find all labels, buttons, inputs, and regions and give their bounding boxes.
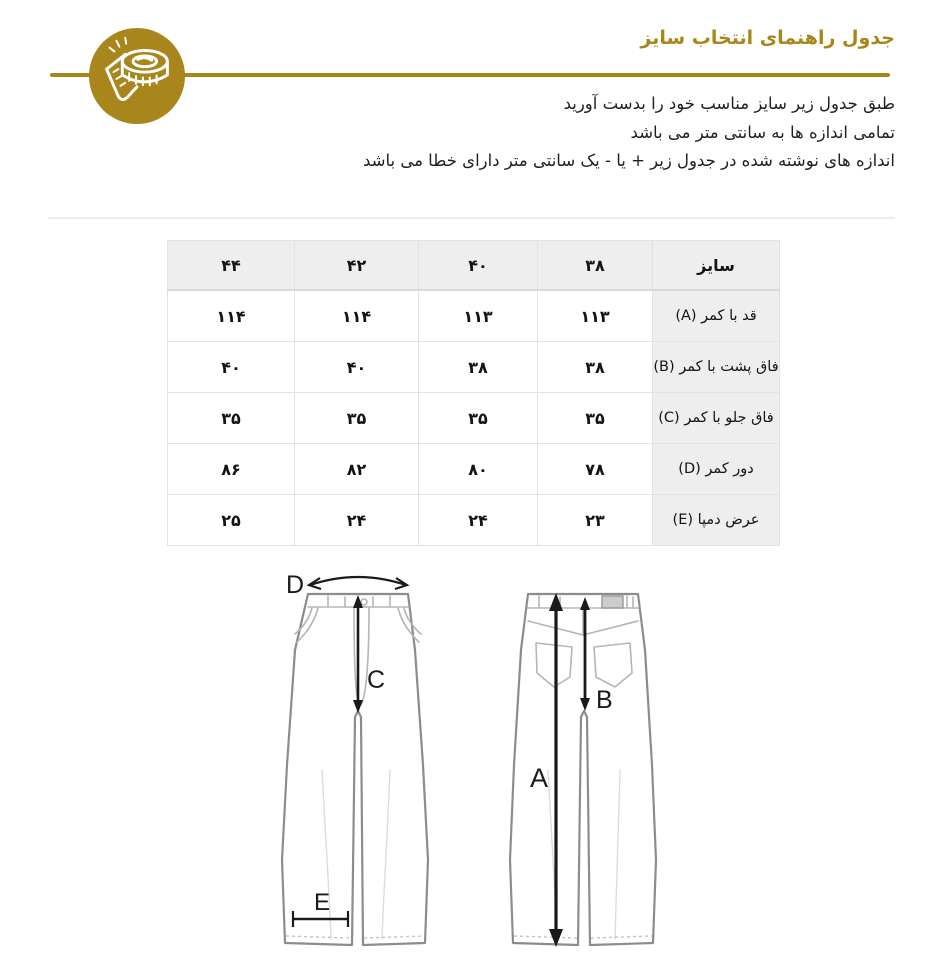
intro-text — [363, 90, 895, 176]
size-value-cell-4-0: ۲۳ — [538, 495, 653, 546]
size-value-cell-0-2: ۱۱۴ — [295, 290, 419, 342]
measure-label-cell-4: عرض دمپا (E) — [653, 495, 780, 546]
measuring-tape-icon — [88, 27, 186, 125]
measure-label-cell-3: دور کمر (D) — [653, 444, 780, 495]
page-title: جدول راهنمای انتخاب سایز — [640, 27, 895, 49]
size-table-row-2 — [168, 393, 780, 444]
size-table-row-0 — [168, 290, 780, 342]
measure-label-cell-0: قد با کمر (A) — [653, 290, 780, 342]
section-divider — [48, 217, 895, 219]
size-value-cell-1-1: ۳۸ — [419, 342, 538, 393]
measure-label-e: E — [314, 889, 331, 916]
size-header-cell-3: ۴۴ — [168, 241, 295, 291]
size-header-cell-2: ۴۲ — [295, 241, 419, 291]
size-table-head — [168, 241, 780, 291]
size-value-cell-3-1: ۸۰ — [419, 444, 538, 495]
size-value-cell-0-3: ۱۱۴ — [168, 290, 295, 342]
measure-label-b: B — [596, 686, 613, 714]
size-table-row-1 — [168, 342, 780, 393]
size-value-cell-3-2: ۸۲ — [295, 444, 419, 495]
measure-label-cell-2: فاق جلو با کمر (C) — [653, 393, 780, 444]
size-header-cell-1: ۴۰ — [419, 241, 538, 291]
size-value-cell-0-0: ۱۱۳ — [538, 290, 653, 342]
size-table-corner-cell: سایز — [653, 241, 780, 291]
size-value-cell-4-1: ۲۴ — [419, 495, 538, 546]
size-table-body — [168, 290, 780, 546]
size-value-cell-2-2: ۳۵ — [295, 393, 419, 444]
measure-label-c: C — [367, 666, 386, 694]
size-table-row-4 — [168, 495, 780, 546]
size-value-cell-2-1: ۳۵ — [419, 393, 538, 444]
size-value-cell-0-1: ۱۱۳ — [419, 290, 538, 342]
size-value-cell-1-3: ۴۰ — [168, 342, 295, 393]
size-value-cell-1-0: ۳۸ — [538, 342, 653, 393]
size-table-row-3 — [168, 444, 780, 495]
intro-line-3: اندازه های نوشته شده در جدول زیر + یا - یک سانتی متر دارای خطا می باشد — [362, 151, 895, 170]
pants-diagram — [260, 555, 700, 971]
measure-label-a: A — [530, 763, 549, 793]
intro-line-1: طبق جدول زیر سایز مناسب خود را بدست آورید — [563, 94, 895, 113]
front-pants — [282, 594, 428, 945]
size-table-wrap — [167, 240, 779, 546]
size-header-cell-0: ۳۸ — [538, 241, 653, 291]
size-value-cell-2-3: ۳۵ — [168, 393, 295, 444]
size-value-cell-4-2: ۲۴ — [295, 495, 419, 546]
size-table-header-row — [168, 241, 780, 291]
size-value-cell-3-3: ۸۶ — [168, 444, 295, 495]
size-value-cell-2-0: ۳۵ — [538, 393, 653, 444]
intro-line-2: تمامی اندازه ها به سانتی متر می باشد — [630, 122, 895, 142]
size-value-cell-3-0: ۷۸ — [538, 444, 653, 495]
size-table — [167, 240, 780, 546]
measure-label-d: D — [286, 571, 305, 599]
size-value-cell-4-3: ۲۵ — [168, 495, 295, 546]
size-value-cell-1-2: ۴۰ — [295, 342, 419, 393]
measure-label-cell-1: فاق پشت با کمر (B) — [653, 342, 780, 393]
